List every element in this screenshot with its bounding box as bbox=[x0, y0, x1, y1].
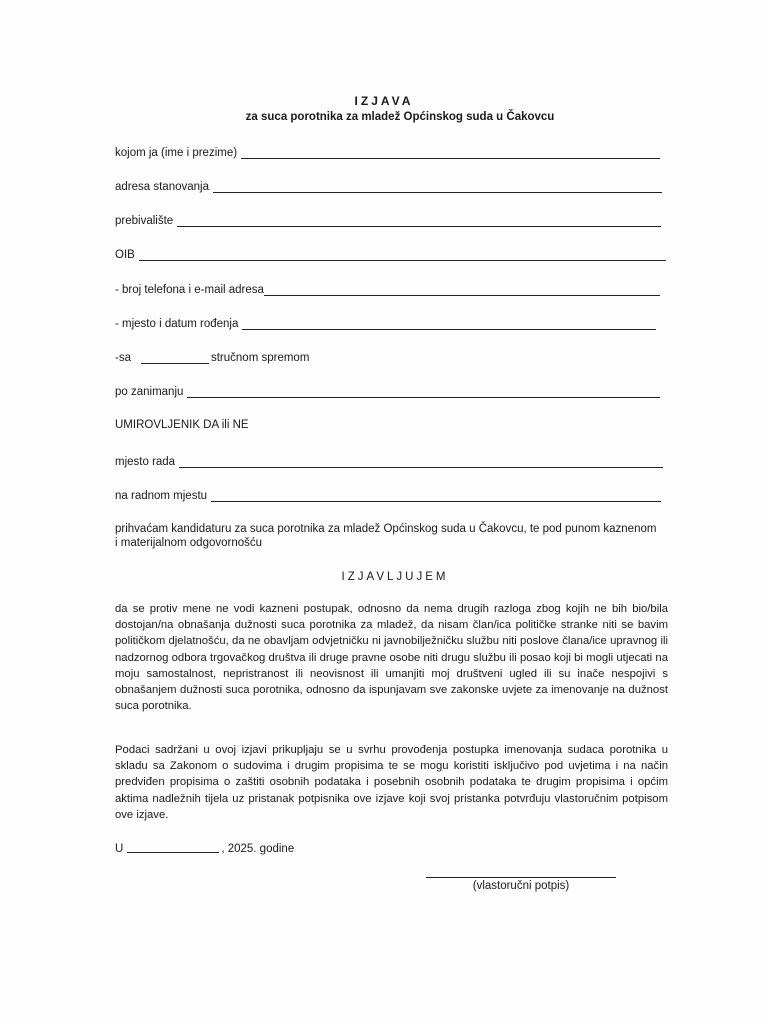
address-label: adresa stanovanja bbox=[115, 181, 209, 193]
residence-label: prebivalište bbox=[115, 215, 174, 227]
date-suffix: , 2025. godine bbox=[221, 843, 295, 855]
place-prefix: U bbox=[115, 843, 124, 855]
address-input-line[interactable] bbox=[213, 192, 662, 193]
education-suffix-label: stručnom spremom bbox=[210, 352, 310, 364]
name-label: kojom ja (ime i prezime) bbox=[115, 147, 238, 159]
job-position-input-line[interactable] bbox=[211, 501, 661, 502]
workplace-field[interactable] bbox=[115, 451, 663, 469]
birth-field[interactable] bbox=[115, 313, 656, 331]
residence-input-line[interactable] bbox=[177, 226, 661, 227]
name-input-line[interactable] bbox=[241, 158, 660, 159]
signature-label: (vlastoručni potpis) bbox=[472, 880, 570, 892]
workplace-input-line[interactable] bbox=[179, 467, 663, 468]
form-title: IZJAVA bbox=[354, 94, 414, 108]
data-privacy-paragraph: Podaci sadržani u ovoj izjavi prikupljaju se u svrhu provođenja postupka imenovanja sudaca porotnika u skladu sa Zakonom o sudovima i drugim propisima te se mogu koristiti isključivo pod uvjetima i na način predviđen propisima o zaštiti osobnih podataka i posebnih osobnih podataka te drugim propisima i općim aktima nadležnih tijela uz pristanak potpisnika ove izjave koji svoj pristanka potvrđuju vlastoručnim potpisom ove izjave. bbox=[115, 744, 668, 821]
oib-input-line[interactable] bbox=[139, 260, 666, 261]
form-subtitle: za suca porotnika za mladež Općinskog suda u Čakovcu bbox=[245, 111, 555, 123]
workplace-label: mjesto rada bbox=[115, 456, 176, 468]
declaration-paragraph: da se protiv mene ne vodi kazneni postupak, odnosno da nema drugih razloga zbog kojih ne bih bio/bila dostojan/na obnašanja dužnosti suca porotnika za mladež, da nisam član/ica političke stranke niti se bavim političkom djelatnošću, da ne obavljam odvjetničku ni javnobilježničku službu niti poslove člana/ice upravnog ili nadzornog odbora trgovačkog društva ili druge pravne osobe niti drugu službu ili posao koji bi mogli utjecati na moju samostalnost, nepristranost ili neovisnost ili umanjiti moj društveni ugled ili su inače nespojivi s obnašanjem dužnosti suca porotnika, odnosno da ispunjavam sve zakonske uvjete za imenovanje na dužnost suca porotnika. bbox=[115, 603, 668, 713]
place-input-line[interactable] bbox=[127, 852, 219, 853]
contact-field[interactable] bbox=[115, 279, 660, 297]
retired-question: UMIROVLJENIK DA ili NE bbox=[115, 419, 249, 431]
education-field[interactable] bbox=[115, 347, 309, 365]
birth-label: - mjesto i datum rođenja bbox=[115, 318, 239, 330]
job-position-field[interactable] bbox=[115, 485, 661, 503]
signature-line[interactable] bbox=[426, 877, 616, 878]
birth-input-line[interactable] bbox=[242, 329, 656, 330]
oib-label: OIB bbox=[115, 249, 135, 261]
acceptance-line-1: prihvaćam kandidaturu za suca porotnika za mladež Općinskog suda u Čakovcu, te pod punom kaznenom bbox=[115, 523, 657, 535]
contact-input-line[interactable] bbox=[264, 295, 660, 296]
oib-field[interactable] bbox=[115, 244, 666, 262]
education-input-line[interactable] bbox=[141, 363, 209, 364]
residence-field[interactable] bbox=[115, 210, 661, 228]
education-prefix-label: -sa bbox=[115, 352, 131, 364]
place-date-row[interactable] bbox=[115, 843, 294, 855]
contact-label: - broj telefona i e-mail adresa bbox=[115, 284, 264, 296]
address-field[interactable] bbox=[115, 176, 662, 194]
name-field[interactable] bbox=[115, 142, 660, 160]
occupation-label: po zanimanju bbox=[115, 386, 184, 398]
occupation-field[interactable] bbox=[115, 381, 660, 399]
acceptance-line-2: i materijalnom odgovornošću bbox=[115, 537, 263, 549]
occupation-input-line[interactable] bbox=[187, 397, 660, 398]
job-position-label: na radnom mjestu bbox=[115, 490, 208, 502]
declaration-heading: IZJAVLJUJEM bbox=[341, 571, 449, 583]
